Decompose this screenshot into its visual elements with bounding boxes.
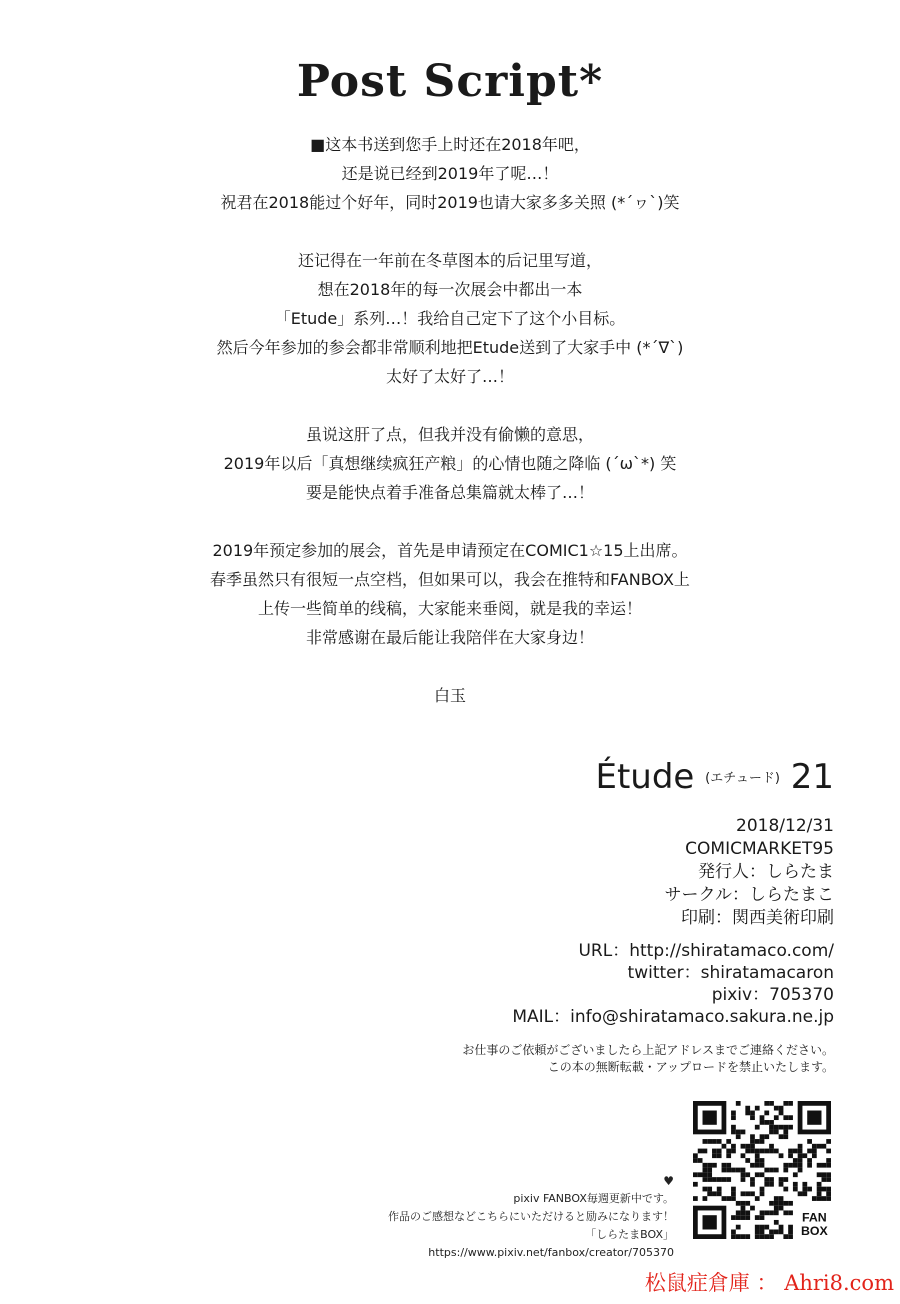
qr-label-fan: FAN xyxy=(801,1210,827,1225)
notice-line: お仕事のご依頼がございましたら上記アドレスまでご連絡ください。 xyxy=(462,1043,834,1057)
contact-info xyxy=(414,940,834,1028)
paragraph-line: 祝君在2018能过个好年，同时2019也请大家多多关照 (*´ヮ`)笑 xyxy=(220,193,680,212)
paragraph xyxy=(100,246,800,391)
notice-line: この本の無断転載・アップロードを禁止いたします。 xyxy=(547,1060,834,1074)
book-volume: 21 xyxy=(790,757,834,797)
book-title-kana: (エチュード) xyxy=(705,771,780,786)
contact-pixiv: pixiv：705370 xyxy=(711,985,834,1005)
paragraph-line: 上传一些简单的线稿，大家能来垂阅，就是我的幸运！ xyxy=(257,599,642,618)
paragraph-line: 春季虽然只有很短一点空档，但如果可以，我会在推特和FANBOX上 xyxy=(210,570,690,589)
paragraph-line: 非常感谢在最后能让我陪伴在大家身边！ xyxy=(305,628,594,647)
paragraph xyxy=(100,130,800,217)
contact-url: URL：http://shiratamaco.com/ xyxy=(578,941,834,961)
paragraph-line: 「Etude」系列…！我给自己定下了这个小目标。 xyxy=(274,309,626,328)
contact-twitter: twitter：shiratamacaron xyxy=(627,963,834,983)
paragraph-line: 2019年以后「真想继续疯狂产粮」的心情也随之降临 (´ω`*) 笑 xyxy=(223,454,677,473)
colophon xyxy=(414,755,834,1076)
paragraph-line: 虽说这肝了点，但我并没有偷懒的意思， xyxy=(305,425,594,444)
signature: 白玉 xyxy=(433,686,466,705)
book-title-name: Étude xyxy=(595,757,695,797)
fanbox-link[interactable]: https://www.pixiv.net/fanbox/creator/705370 xyxy=(428,1246,674,1259)
paragraph xyxy=(100,536,800,652)
circle-name: サークル：しらたまこ xyxy=(664,885,834,905)
printer: 印刷：関西美術印刷 xyxy=(681,908,834,928)
qr-label-box: BOX xyxy=(800,1224,828,1239)
paragraph xyxy=(100,420,800,507)
page-title: Post Script* xyxy=(296,56,604,107)
postscript-body xyxy=(100,130,800,710)
fanbox-promo xyxy=(388,1172,674,1262)
publisher: 発行人：しらたま xyxy=(698,862,834,882)
notice xyxy=(414,1042,834,1076)
paragraph-line: 然后今年参加的参会都非常顺利地把Etude送到了大家手中 (*´∇`) xyxy=(216,338,684,357)
publication-info xyxy=(414,815,834,930)
paragraph-line: 想在2018年的每一次展会中都出一本 xyxy=(317,280,583,299)
fanbox-heading xyxy=(388,1172,674,1208)
event-name: COMICMARKET95 xyxy=(685,839,834,859)
book-title xyxy=(414,755,834,801)
publication-date: 2018/12/31 xyxy=(736,816,834,836)
paragraph-line: 还是说已经到2019年了呢…！ xyxy=(341,164,559,183)
fanbox-name: 「しらたまBOX」 xyxy=(585,1228,674,1241)
paragraph-line: 要是能快点着手准备总集篇就太棒了…！ xyxy=(305,483,594,502)
paragraph-line: 太好了太好了…！ xyxy=(385,367,514,386)
watermark: 松鼠症倉庫 ： Ahri8.com xyxy=(644,1271,894,1295)
heart-icon: ♥ xyxy=(663,1174,674,1188)
contact-mail: MAIL：info@shiratamaco.sakura.ne.jp xyxy=(512,1007,834,1027)
fanbox-heading-text: pixiv FANBOX毎週更新中です。 xyxy=(513,1192,674,1205)
paragraph-line: 2019年预定参加的展会，首先是申请预定在COMIC1☆15上出席。 xyxy=(212,541,688,560)
fanbox-line: 作品のご感想などこちらにいただけると励みになります！ xyxy=(388,1210,674,1223)
fanbox-qr-code-icon xyxy=(693,1101,831,1239)
paragraph-line: ■这本书送到您手上时还在2018年吧， xyxy=(310,135,590,154)
paragraph-line: 还记得在一年前在冬草图本的后记里写道， xyxy=(297,251,602,270)
